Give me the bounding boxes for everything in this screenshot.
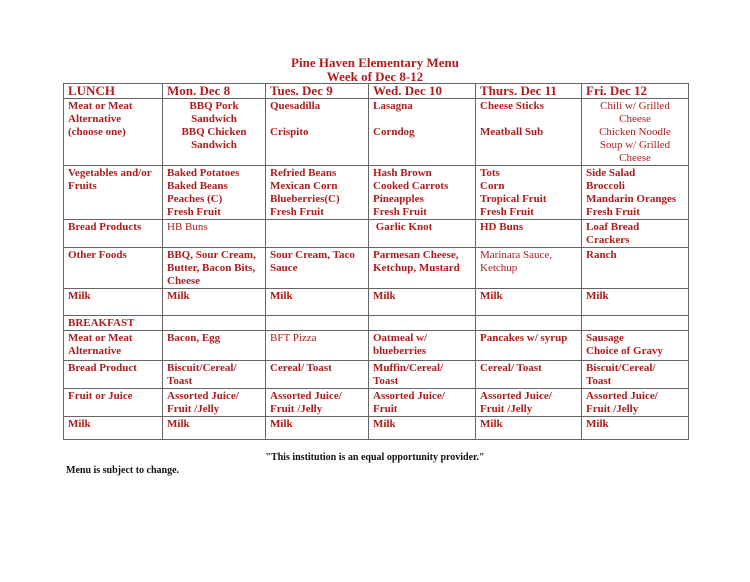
- cell-mon: BBQ Pork Sandwich BBQ Chicken Sandwich: [163, 99, 266, 166]
- lunch-meat-row: [64, 99, 689, 166]
- lunch-veg-row: [64, 166, 689, 220]
- cell-mon: HB Buns: [163, 220, 266, 248]
- cell-tue: Sour Cream, Taco Sauce: [266, 248, 369, 289]
- cell-tue: Refried Beans Mexican Corn Blueberries(C) Fresh Fruit: [266, 166, 369, 220]
- cell-mon: Assorted Juice/ Fruit /Jelly: [163, 389, 266, 417]
- cell-thu: Milk: [476, 417, 582, 440]
- cell-thu: [476, 316, 582, 331]
- breakfast-meat-row: [64, 331, 689, 361]
- header-tue: Tues. Dec 9: [266, 84, 369, 99]
- row-label: Vegetables and/or Fruits: [64, 166, 163, 220]
- cell-mon: Biscuit/Cereal/ Toast: [163, 361, 266, 389]
- row-label: Bread Products: [64, 220, 163, 248]
- cell-mon: [163, 316, 266, 331]
- cell-fri: [582, 316, 689, 331]
- row-label: Meat or Meat Alternative: [64, 331, 163, 361]
- cell-fri: Loaf Bread Crackers: [582, 220, 689, 248]
- cell-wed: Oatmeal w/ blueberries: [369, 331, 476, 361]
- cell-fri: Chili w/ Grilled Cheese Chicken Noodle Soup w/ Grilled Cheese: [582, 99, 689, 166]
- cell-tue: Milk: [266, 289, 369, 316]
- row-label: Bread Product: [64, 361, 163, 389]
- header-wed: Wed. Dec 10: [369, 84, 476, 99]
- row-label: Other Foods: [64, 248, 163, 289]
- cell-mon: Baked Potatoes Baked Beans Peaches (C) Fresh Fruit: [163, 166, 266, 220]
- cell-fri: Sausage Choice of Gravy: [582, 331, 689, 361]
- cell-wed: Milk: [369, 289, 476, 316]
- cell-thu: Cereal/ Toast: [476, 361, 582, 389]
- cell-wed: Hash Brown Cooked Carrots Pineapples Fresh Fruit: [369, 166, 476, 220]
- breakfast-milk-row: [64, 417, 689, 440]
- breakfast-header: BREAKFAST: [64, 316, 163, 331]
- equal-opportunity-statement: "This institution is an equal opportunity provider.": [265, 452, 485, 463]
- cell-wed: Muffin/Cereal/ Toast: [369, 361, 476, 389]
- header-row: [64, 84, 689, 99]
- cell-wed: Assorted Juice/ Fruit: [369, 389, 476, 417]
- cell-fri: Biscuit/Cereal/ Toast: [582, 361, 689, 389]
- cell-tue: [266, 220, 369, 248]
- cell-wed: [369, 316, 476, 331]
- menu-title: Pine Haven Elementary Menu: [291, 55, 459, 70]
- row-label: Milk: [64, 417, 163, 440]
- cell-mon: Milk: [163, 289, 266, 316]
- lunch-other-row: [64, 248, 689, 289]
- cell-tue: [266, 316, 369, 331]
- row-label: Fruit or Juice: [64, 389, 163, 417]
- breakfast-header-row: [64, 316, 689, 331]
- cell-thu: HD Buns: [476, 220, 582, 248]
- menu-week: Week of Dec 8-12: [326, 69, 424, 84]
- row-label: Milk: [64, 289, 163, 316]
- cell-fri: Milk: [582, 289, 689, 316]
- cell-thu: Pancakes w/ syrup: [476, 331, 582, 361]
- cell-tue: Assorted Juice/ Fruit /Jelly: [266, 389, 369, 417]
- cell-fri: Assorted Juice/ Fruit /Jelly: [582, 389, 689, 417]
- cell-mon: Bacon, Egg: [163, 331, 266, 361]
- cell-thu: Assorted Juice/ Fruit /Jelly: [476, 389, 582, 417]
- lunch-bread-row: [64, 220, 689, 248]
- header-mon: Mon. Dec 8: [163, 84, 266, 99]
- cell-wed: Garlic Knot: [369, 220, 476, 248]
- menu-table: [63, 83, 689, 440]
- header-lunch: LUNCH: [64, 84, 163, 99]
- cell-thu: Cheese Sticks Meatball Sub: [476, 99, 582, 166]
- cell-thu: Milk: [476, 289, 582, 316]
- row-label: Meat or Meat Alternative (choose one): [64, 99, 163, 166]
- breakfast-bread-row: [64, 361, 689, 389]
- breakfast-fruit-row: [64, 389, 689, 417]
- lunch-milk-row: [64, 289, 689, 316]
- cell-fri: Side Salad Broccoli Mandarin Oranges Fresh Fruit: [582, 166, 689, 220]
- cell-thu: Marinara Sauce, Ketchup: [476, 248, 582, 289]
- cell-tue: Cereal/ Toast: [266, 361, 369, 389]
- change-disclaimer: Menu is subject to change.: [66, 465, 180, 476]
- cell-tue: Milk: [266, 417, 369, 440]
- cell-mon: BBQ, Sour Cream, Butter, Bacon Bits, Cheese: [163, 248, 266, 289]
- cell-wed: Milk: [369, 417, 476, 440]
- header-thu: Thurs. Dec 11: [476, 84, 582, 99]
- cell-tue: Quesadilla Crispito: [266, 99, 369, 166]
- cell-mon: Milk: [163, 417, 266, 440]
- cell-fri: Ranch: [582, 248, 689, 289]
- cell-thu: Tots Corn Tropical Fruit Fresh Fruit: [476, 166, 582, 220]
- cell-tue: BFT Pizza: [266, 331, 369, 361]
- cell-wed: Lasagna Corndog: [369, 99, 476, 166]
- cell-fri: Milk: [582, 417, 689, 440]
- header-fri: Fri. Dec 12: [582, 84, 689, 99]
- cell-wed: Parmesan Cheese, Ketchup, Mustard: [369, 248, 476, 289]
